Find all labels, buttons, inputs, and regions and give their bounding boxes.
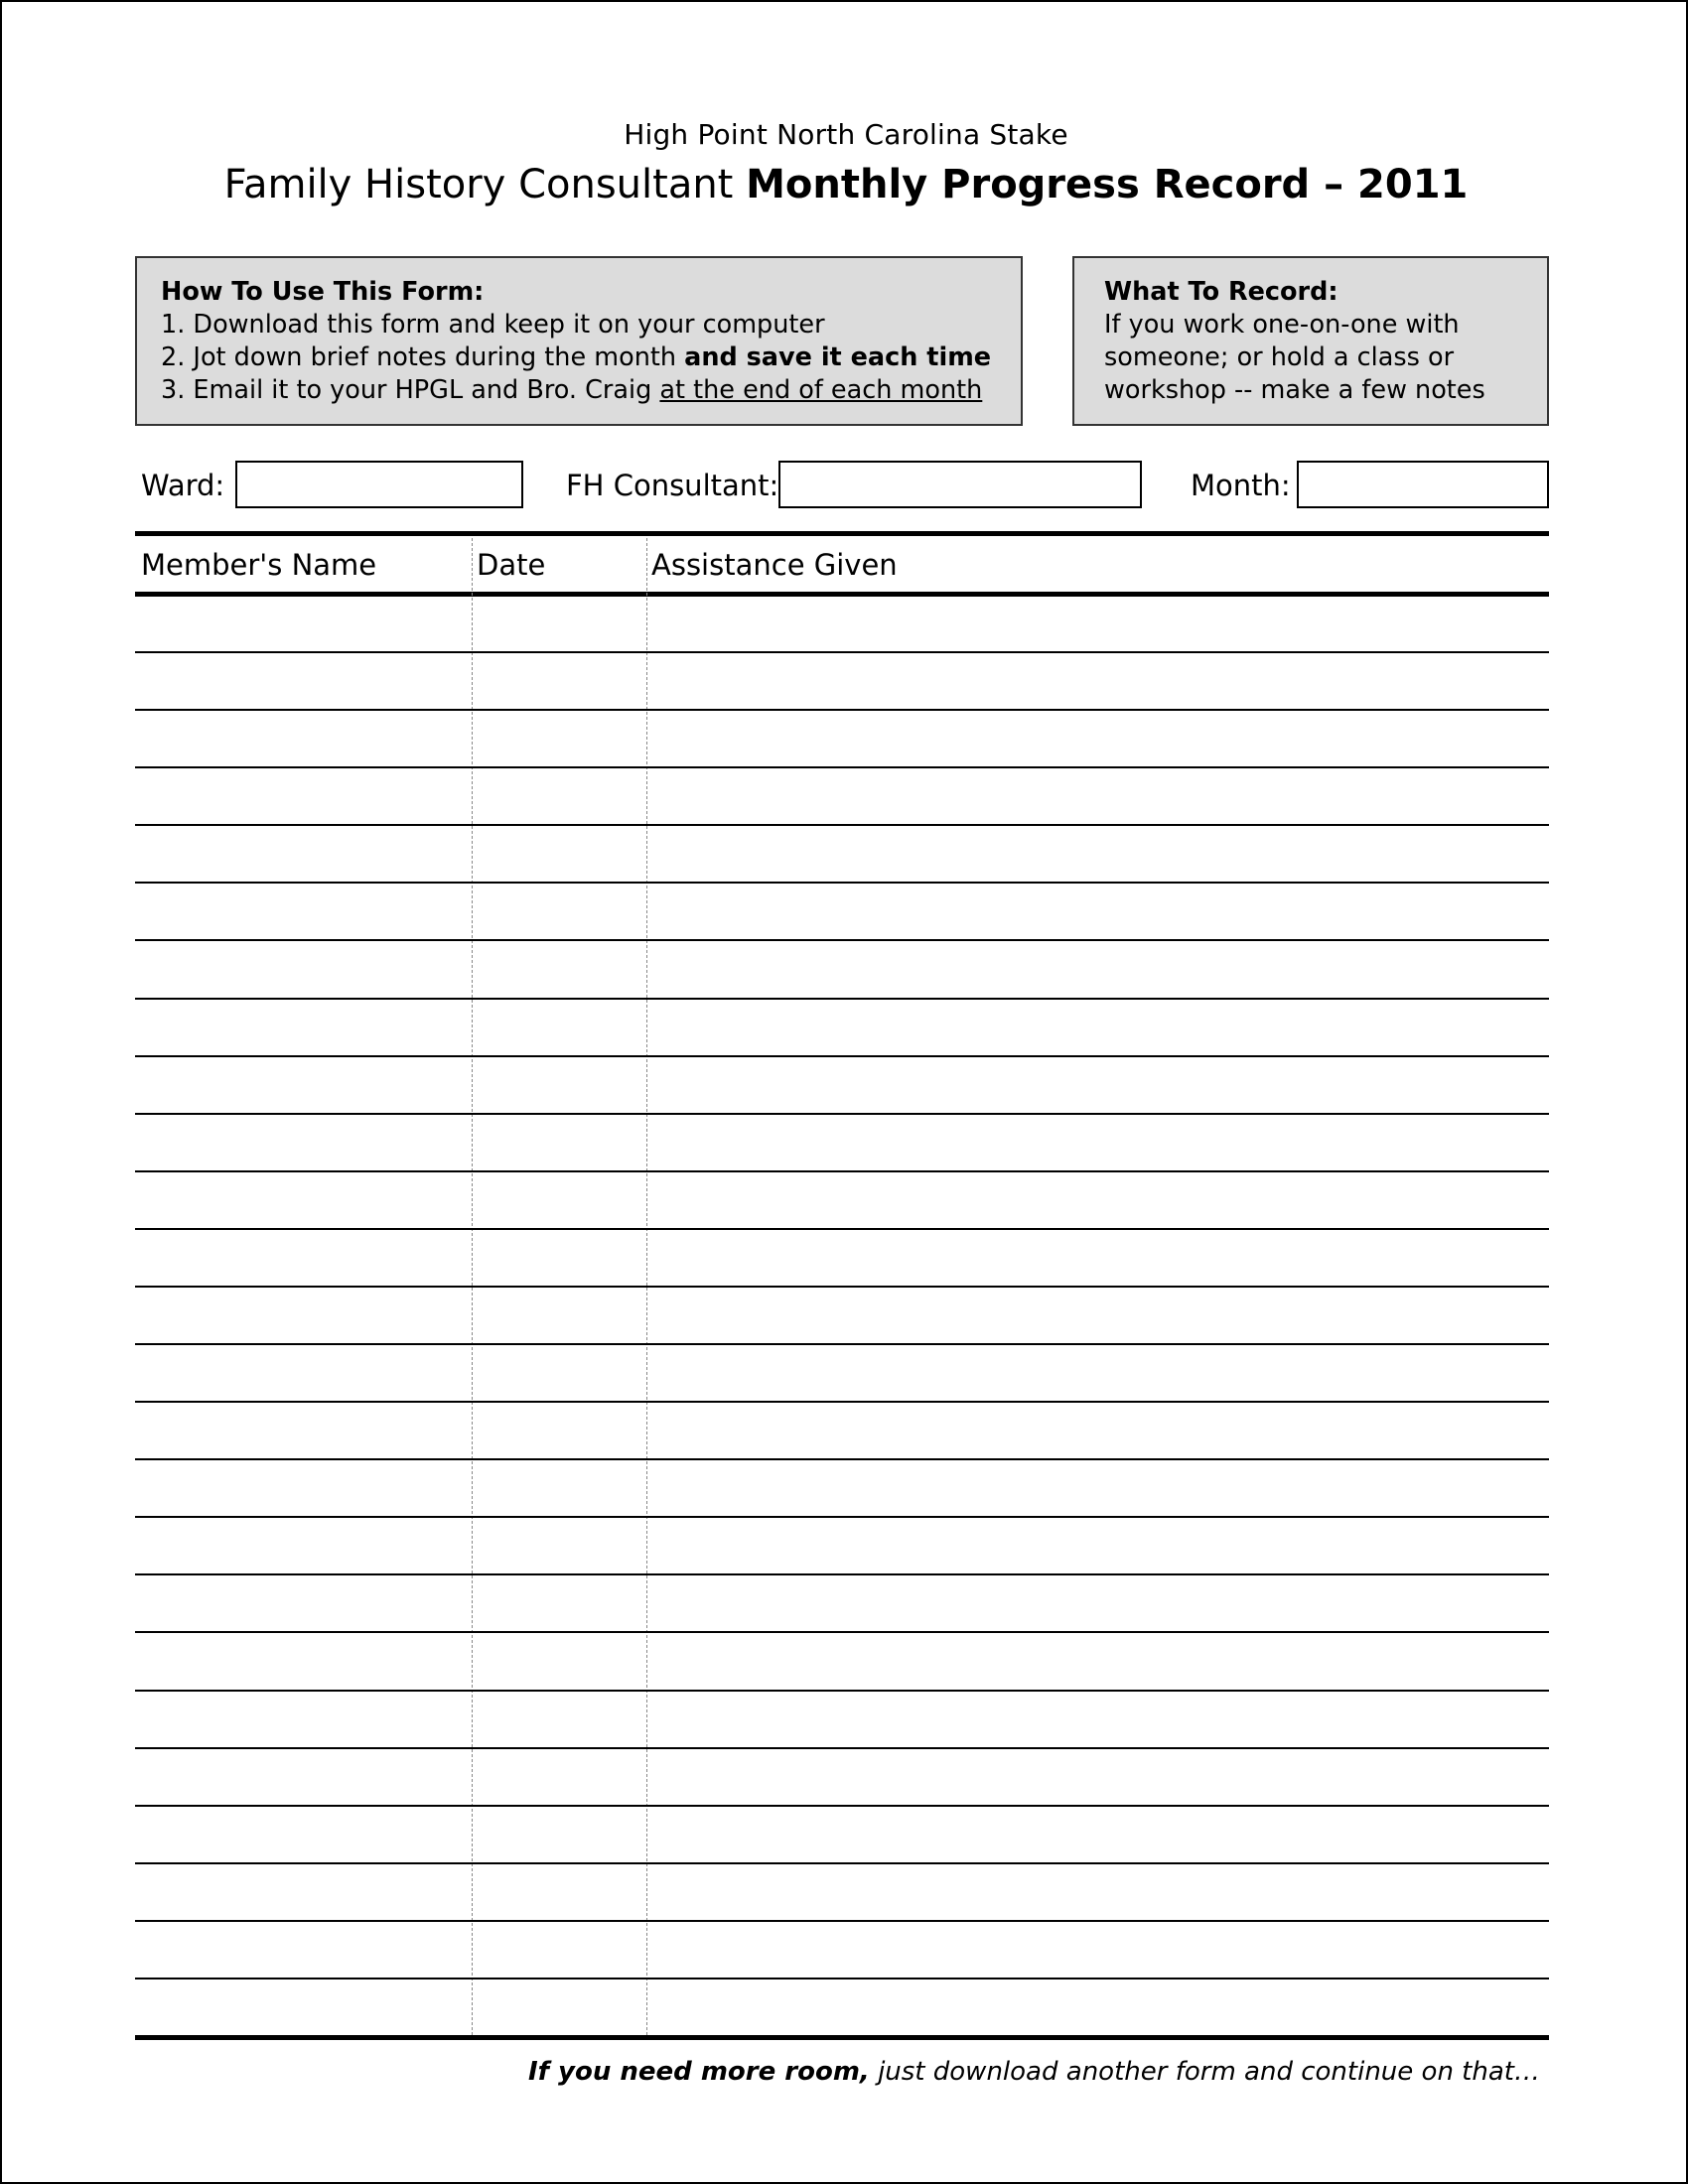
column-header-member-name: Member's Name [141,548,377,582]
how-to-step-2 [161,341,997,374]
footer-bold: If you need more room, [527,2057,870,2087]
table-row [135,1343,1549,1345]
how-to-heading: How To Use This Form: [161,277,485,307]
how-to-step-3 [161,374,997,407]
table-row [135,1631,1549,1633]
consultant-label: FH Consultant: [566,469,779,502]
table-header-rule [135,592,1549,597]
footer-text: just download another form and continue on that… [878,2057,1540,2087]
table-row [135,1228,1549,1230]
what-to-record-box [1072,256,1549,426]
how-to-step-3-text: 3. Email it to your HPGL and Bro. Craig [161,375,652,405]
how-to-step-2-bold: and save it each time [684,342,992,372]
what-to-record-line-1: If you work one-on-one with [1104,310,1460,340]
how-to-step-3-underlined: at the end of each month [659,375,983,405]
table-bottom-rule [135,2035,1549,2040]
consultant-field[interactable] [778,461,1142,508]
table-row [135,1805,1549,1807]
table-row [135,939,1549,941]
footer-note [528,2057,1540,2087]
table-row [135,1401,1549,1403]
table-row [135,1920,1549,1922]
table-row [135,1690,1549,1692]
column-header-date: Date [477,548,546,582]
stake-subtitle: High Point North Carolina Stake [624,118,1068,151]
table-row [135,1055,1549,1057]
table-row [135,882,1549,884]
table-row [135,1113,1549,1115]
table-row [135,1516,1549,1518]
title-bold: Monthly Progress Record – 2011 [746,162,1469,207]
what-to-record-heading: What To Record: [1104,277,1338,307]
table-top-rule [135,531,1549,536]
table-row [135,1286,1549,1288]
table-row [135,998,1549,1000]
month-field[interactable] [1297,461,1549,508]
ward-label: Ward: [141,469,225,502]
title-regular: Family History Consultant [223,162,734,207]
how-to-use-box [135,256,1023,426]
what-to-record-line-2: someone; or hold a class or [1104,342,1455,372]
how-to-step-2-text: 2. Jot down brief notes during the month [161,342,677,372]
table-row [135,1862,1549,1864]
month-label: Month: [1191,469,1291,502]
table-row [135,1978,1549,1979]
what-to-record-line-3: workshop -- make a few notes [1104,375,1485,405]
table-row [135,1170,1549,1172]
table-row [135,824,1549,826]
table-row [135,1458,1549,1460]
form-title [2,162,1688,207]
ward-field[interactable] [235,461,523,508]
column-header-assistance: Assistance Given [651,548,898,582]
table-row [135,1747,1549,1749]
table-row [135,709,1549,711]
table-row [135,1573,1549,1575]
how-to-step-1: 1. Download this form and keep it on your computer [161,310,825,340]
table-row [135,651,1549,653]
table-row [135,766,1549,768]
